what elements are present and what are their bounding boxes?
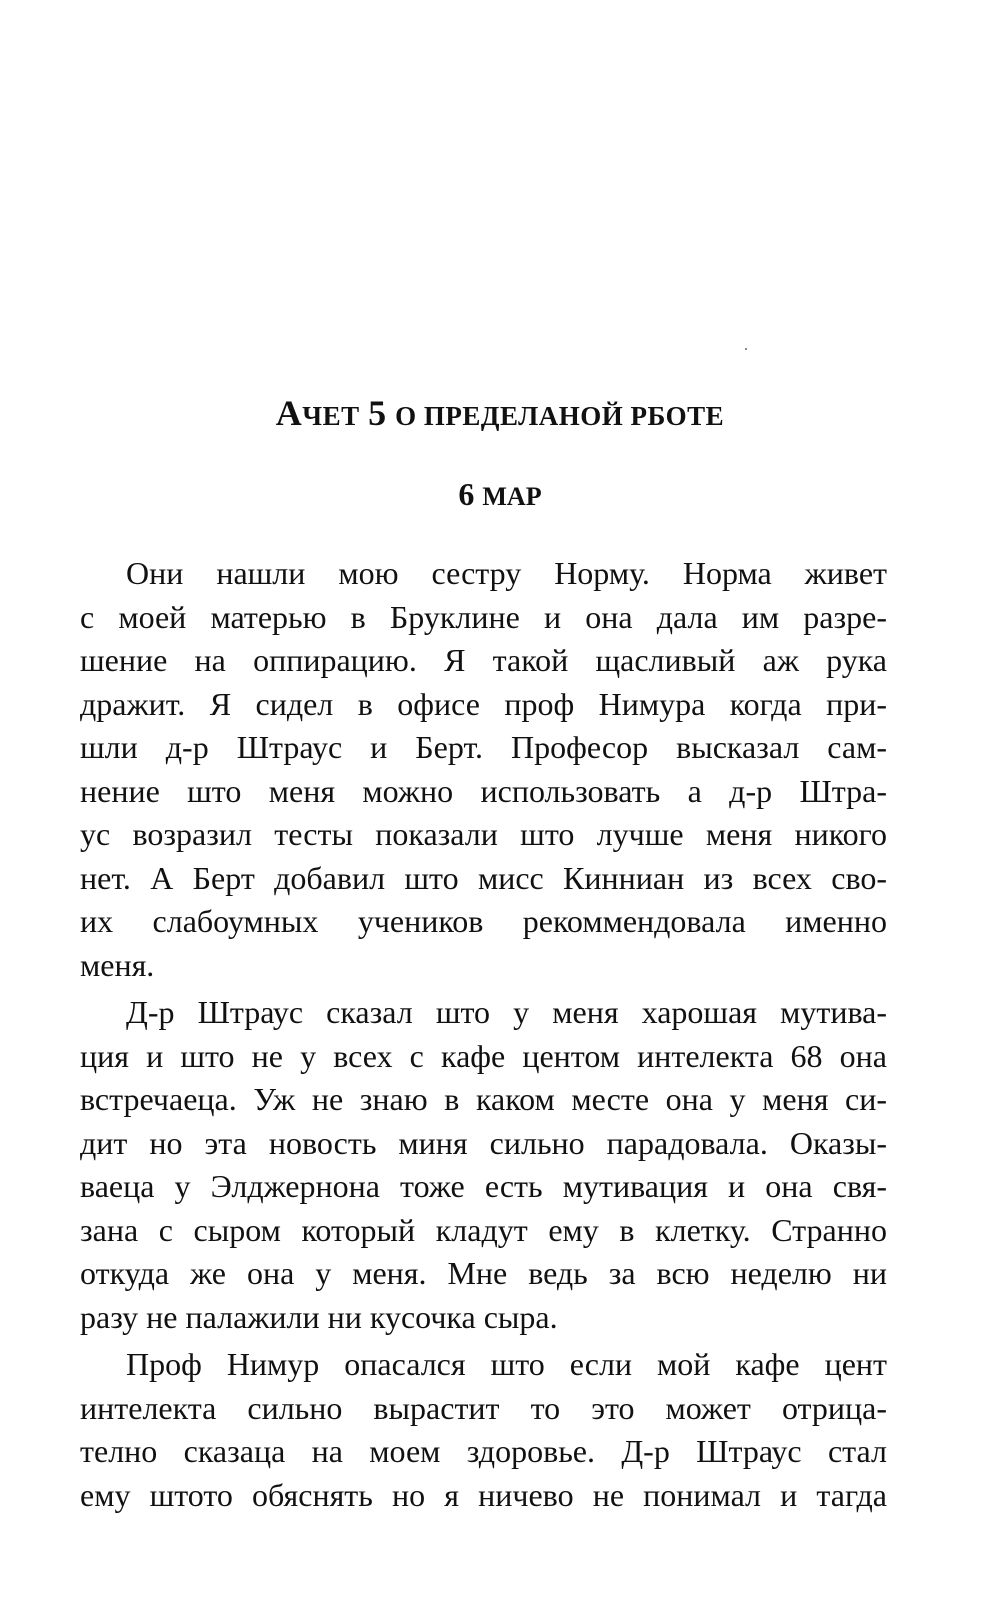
paragraph-line: Они нашли мою сестру Норму. Норма живет (126, 555, 887, 591)
body-text (80, 552, 887, 1517)
report-date (0, 478, 1000, 510)
paragraph-line: шение на оппирацию. Я такой щасливый аж рука (80, 642, 887, 678)
paragraph-line: откуда же она у меня. Мне ведь за всю неделю ни (80, 1255, 887, 1291)
paragraph-line: зана с сыром который кладут ему в клетку. Странно (80, 1211, 887, 1248)
report-title-subject: О ПРЕДЕЛАНОЙ РБОТЕ (395, 401, 725, 431)
paragraph-line: дит но эта новость миня сильно парадовала. Оказы- (80, 1124, 887, 1161)
report-date-month: МАР (482, 482, 542, 511)
paragraph-line: их слабоумных учеников рекоммендовала именно (80, 903, 887, 939)
report-title (0, 395, 1000, 431)
paragraph-line: Проф Нимур опасался што если мой кафе цент (126, 1346, 887, 1382)
paragraph-line: дражит. Я сидел в офисе проф Нимура когда при- (80, 685, 887, 722)
paragraph-line: ция и што не у всех с кафе центом интелекта 68 она (80, 1037, 887, 1074)
paragraph-line: нет. А Берт добавил што мисс Кинниан из всех сво- (80, 859, 887, 896)
paragraph-line: нение што меня можно использовать а д-р Штра- (80, 772, 887, 809)
paragraph-line: шли д-р Штраус и Берт. Професор высказал сам- (80, 729, 887, 765)
paragraph-line: ваеца у Элджернона тоже есть мутивация и она свя- (80, 1168, 887, 1204)
report-title-initial: А (275, 393, 303, 433)
report-title-number: 5 (368, 393, 387, 433)
paragraph-line: интелекта сильно вырастит то это может отрица- (80, 1389, 887, 1426)
paragraph-line: ему штото обяснять но я ничево не понимал и тагда (80, 1476, 887, 1513)
paragraph-line: Д-р Штраус сказал што у меня харошая мутива- (126, 994, 887, 1030)
report-date-day: 6 (458, 476, 475, 512)
scan-speck (745, 348, 747, 350)
paragraph-line: разу не палажили ни кусочка сыра. (80, 1298, 558, 1335)
paragraph-line: с моей матерью в Бруклине и она дала им разре- (80, 598, 887, 635)
paragraph-line: встречаеца. Уж не знаю в каком месте она у меня си- (80, 1081, 887, 1117)
report-title-word: ЧЕТ (302, 401, 360, 431)
paragraph-line: ус возразил тесты показали што лучше меня никого (80, 816, 887, 852)
paragraph-line: меня. (80, 946, 155, 983)
paragraph-line: телно сказаца на моем здоровье. Д-р Штраус стал (80, 1433, 887, 1469)
